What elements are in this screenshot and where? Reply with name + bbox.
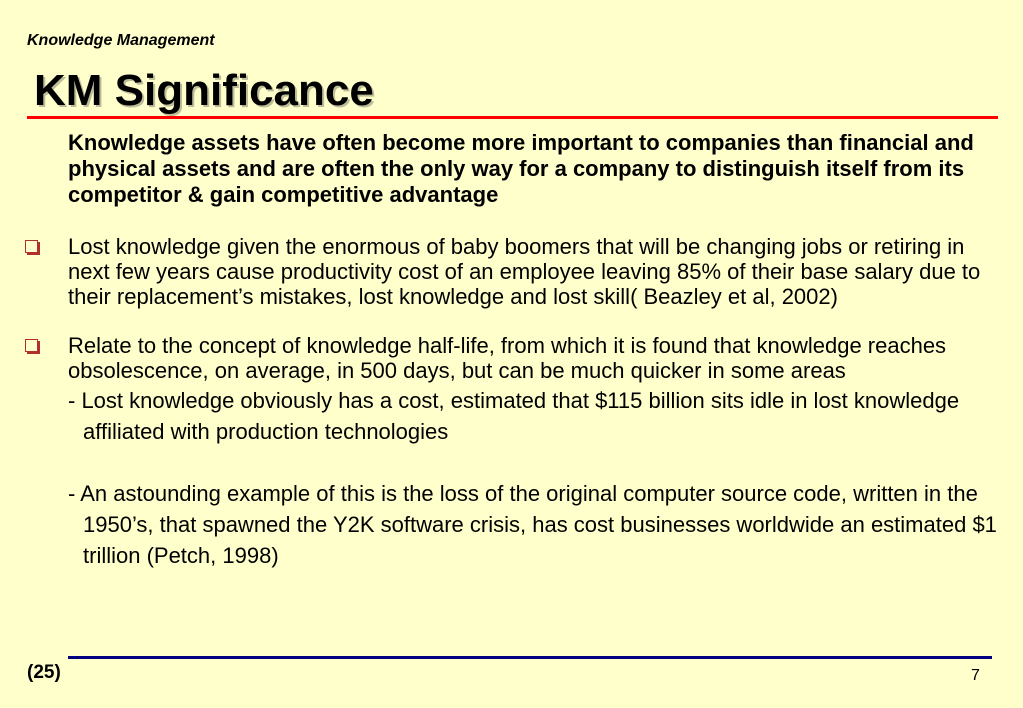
bullet-text: Relate to the concept of knowledge half-life, from which it is found that knowledge reaches obsolescence, on average, in 500 days, but can be much quicker in some areas: [68, 333, 947, 383]
slide-content: [68, 130, 998, 571]
sub-point: - An astounding example of this is the loss of the original computer source code, written in the 1950’s, that spawned the Y2K software crisis, has cost businesses worldwide an estimated $1 trillion (Petch, 1998): [68, 481, 997, 568]
footer-divider: [68, 656, 992, 659]
slide-title: KM Significance: [34, 66, 374, 115]
bullet-item: [68, 234, 998, 309]
page-number: 7: [971, 667, 980, 684]
sub-point: - Lost knowledge obviously has a cost, estimated that $115 billion sits idle in lost knowledge affiliated with production technologies: [68, 388, 960, 444]
hollow-square-bullet-icon: [25, 240, 38, 253]
reference-number: (25): [27, 662, 61, 683]
bullet-text: Lost knowledge given the enormous of baby boomers that will be changing jobs or retiring in next few years cause productivity cost of an employee leaving 85% of their base salary due to their replacement’s mistakes, lost knowledge and lost skill( Beazley et al, 2002): [68, 234, 981, 309]
bullet-item: [68, 333, 998, 383]
header-label: Knowledge Management: [27, 32, 215, 49]
lead-statement: Knowledge assets have often become more important to companies than financial and physical assets and are often the only way for a company to distinguish itself from its competitor & gain competitive advantage: [68, 130, 974, 207]
hollow-square-bullet-icon: [25, 339, 38, 352]
title-divider: [27, 116, 998, 119]
